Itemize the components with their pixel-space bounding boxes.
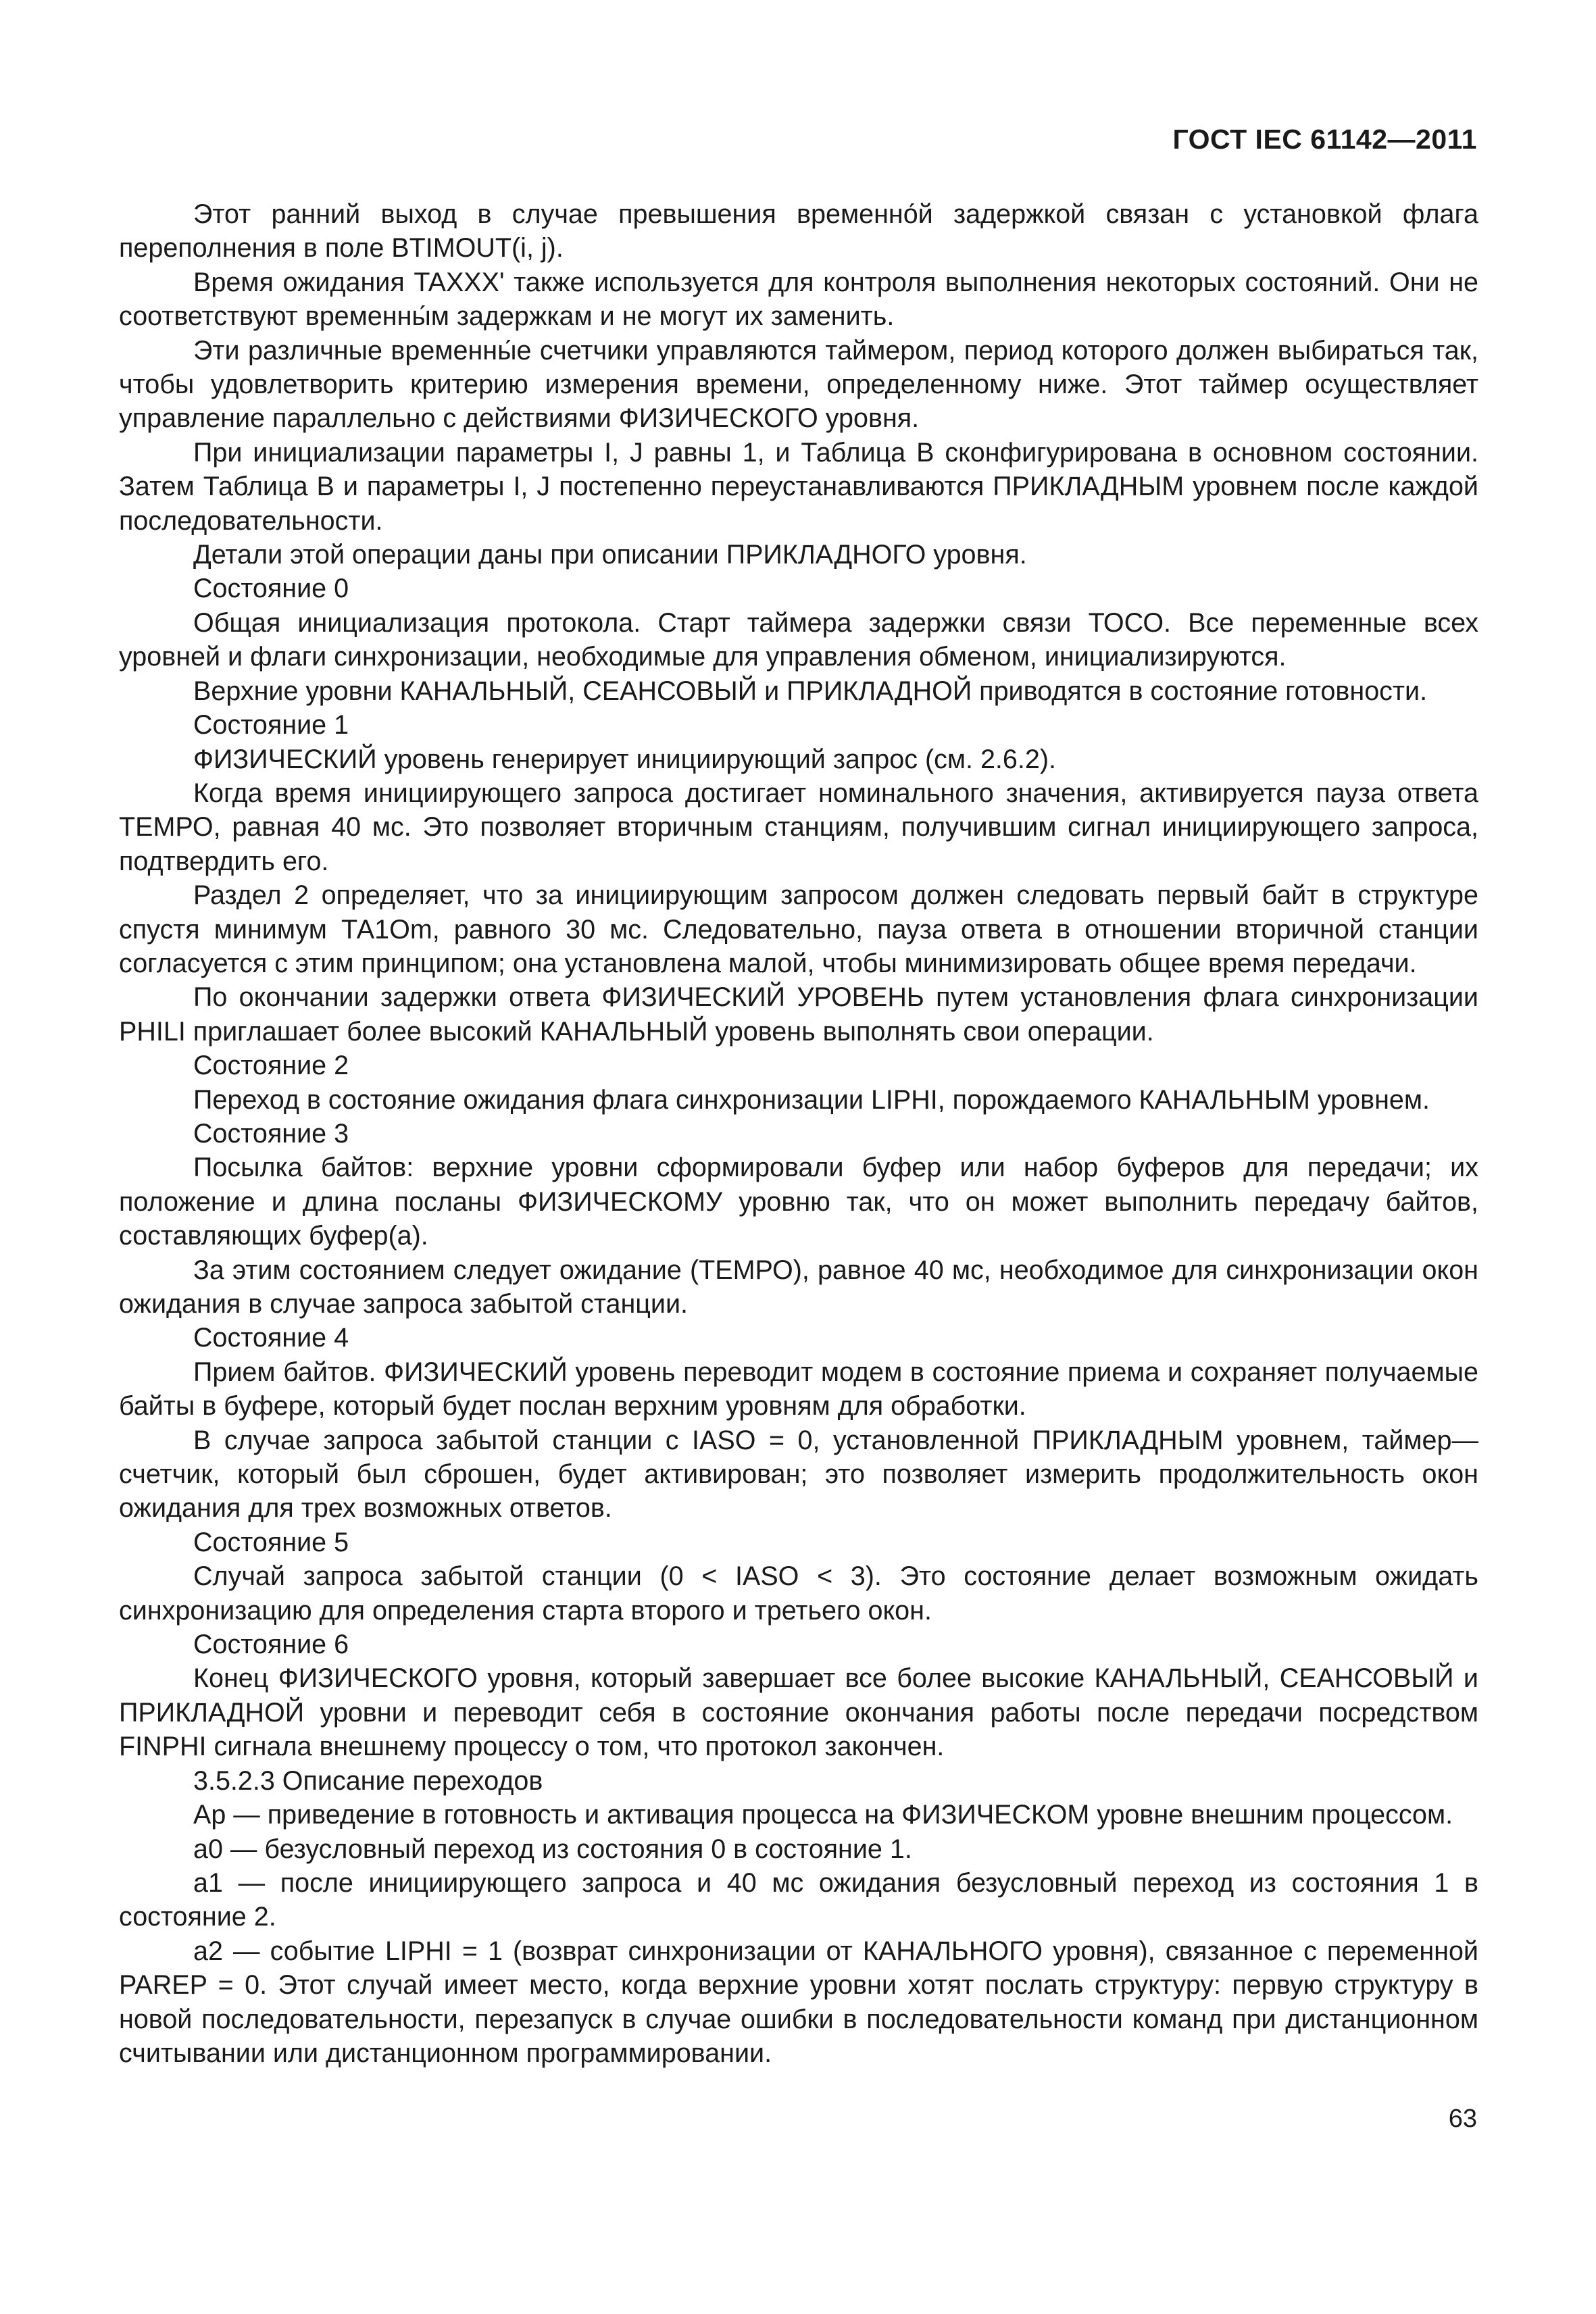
page-header: ГОСТ IEC 61142—2011 (1172, 124, 1477, 155)
transition-item: а0 — безусловный переход из состояния 0 в состояние 1. (193, 1834, 912, 1864)
paragraph: Когда время инициирующего запроса достигает номинального значения, активируется пауза ответа ТЕМРО, равная 40 мс. Это позволяет вторичным станциям, получившим сигнал инициирующего запроса, подтвердить его. (119, 778, 1478, 876)
paragraph: В случае запроса забытой станции с IASO = 0, установленной ПРИКЛАДНЫМ уровнем, таймер—счетчик, который был сброшен, будет активирован; это позволяет измерить продолжительность окон ожидания для трех возможных ответов. (119, 1425, 1478, 1524)
transition-item: Ар — приведение в готовность и активация процесса на ФИЗИЧЕСКОМ уровне внешним процессом. (193, 1800, 1453, 1830)
section-heading: 3.5.2.3 Описание переходов (193, 1765, 543, 1796)
paragraph: Случай запроса забытой станции (0 < IASO < 3). Это состояние делает возможным ожидать синхронизацию для определения старта второго и третьего окон. (119, 1561, 1478, 1626)
paragraph: Прием байтов. ФИЗИЧЕСКИЙ уровень переводит модем в состояние приема и сохраняет получаемые байты в буфере, который будет послан верхним уровням для обработки. (119, 1357, 1478, 1422)
paragraph: При инициализации параметры I, J равны 1, и Таблица В сконфигурирована в основном состоянии. Затем Таблица В и параметры I, J постепенно переустанавливаются ПРИКЛАДНЫМ уровнем после каждой последовательности. (119, 437, 1478, 536)
paragraph: По окончании задержки ответа ФИЗИЧЕСКИЙ УРОВЕНЬ путем установления флага синхронизации PHILI приглашает более высокий КАНАЛЬНЫЙ уровень выполнять свои операции. (119, 982, 1478, 1047)
state-heading: Состояние 6 (193, 1630, 349, 1660)
paragraph: Детали этой операции даны при описании ПРИКЛАДНОГО уровня. (193, 540, 1027, 570)
paragraph: Переход в состояние ожидания флага синхронизации LIPHI, порождаемого КАНАЛЬНЫМ уровнем. (193, 1084, 1430, 1115)
paragraph: За этим состоянием следует ожидание (ТЕМРО), равное 40 мс, необходимое для синхронизации окон ожидания в случае запроса забытой станции. (119, 1255, 1478, 1319)
state-heading: Состояние 1 (193, 710, 349, 740)
paragraph: Посылка байтов: верхние уровни сформировали буфер или набор буферов для передачи; их положение и длина посланы ФИЗИЧЕСКОМУ уровню так, что он может выполнить передачу байтов, составляющих буфер(а). (119, 1153, 1478, 1251)
state-heading: Состояние 2 (193, 1051, 349, 1081)
paragraph: Время ожидания TAXXX' также используется для контроля выполнения некоторых состояний. Они не соответствуют временны́м задержкам и не могут их заменить. (119, 267, 1478, 332)
paragraph: Этот ранний выход в случае превышения временно́й задержкой связан с установкой флага переполнения в поле BTIMOUT(i, j). (119, 199, 1478, 263)
page-number: 63 (1448, 2105, 1477, 2133)
state-heading: Состояние 0 (193, 574, 349, 604)
paragraph: Эти различные временны́е счетчики управляются таймером, период которого должен выбираться так, чтобы удовлетворить критерию измерения времени, определенному ниже. Этот таймер осуществляет управление параллельно с действиями ФИЗИЧЕСКОГО уровня. (119, 335, 1478, 434)
paragraph: Общая инициализация протокола. Старт таймера задержки связи ТОСО. Все переменные всех уровней и флаги синхронизации, необходимые для управления обменом, инициализируются. (119, 607, 1478, 672)
state-heading: Состояние 3 (193, 1118, 349, 1149)
paragraph: Верхние уровни КАНАЛЬНЫЙ, СЕАНСОВЫЙ и ПРИКЛАДНОЙ приводятся в состояние готовности. (193, 676, 1428, 706)
body-text (119, 197, 1478, 2070)
paragraph: Конец ФИЗИЧЕСКОГО уровня, который завершает все более высокие КАНАЛЬНЫЙ, СЕАНСОВЫЙ и ПРИКЛАДНОЙ уровни и переводит себя в состояние окончания работы после передачи посредством FINPHI сигнала внешнему процессу о том, что протокол закончен. (119, 1663, 1478, 1762)
paragraph: Раздел 2 определяет, что за инициирующим запросом должен следовать первый байт в структуре спустя минимум ТА1Оm, равного 30 мс. Следовательно, пауза ответа в отношении вторичной станции согласуется с этим принципом; она установлена малой, чтобы минимизировать общее время передачи. (119, 880, 1478, 978)
state-heading: Состояние 4 (193, 1323, 349, 1353)
transition-item: а1 — после инициирующего запроса и 40 мс ожидания безусловный переход из состояния 1 в состояние 2. (119, 1867, 1478, 1932)
state-heading: Состояние 5 (193, 1527, 349, 1557)
transition-item: а2 — событие LIPHI = 1 (возврат синхронизации от КАНАЛЬНОГО уровня), связанное с переменной PAREP = 0. Этот случай имеет место, когда верхние уровни хотят послать структуру: первую структуру в новой последовательности, перезапуск в случае ошибки в последовательности команд при дистанционном считывании или дистанционном программировании. (119, 1936, 1478, 2068)
paragraph: ФИЗИЧЕСКИЙ уровень генерирует инициирующий запрос (см. 2.6.2). (193, 744, 1056, 774)
